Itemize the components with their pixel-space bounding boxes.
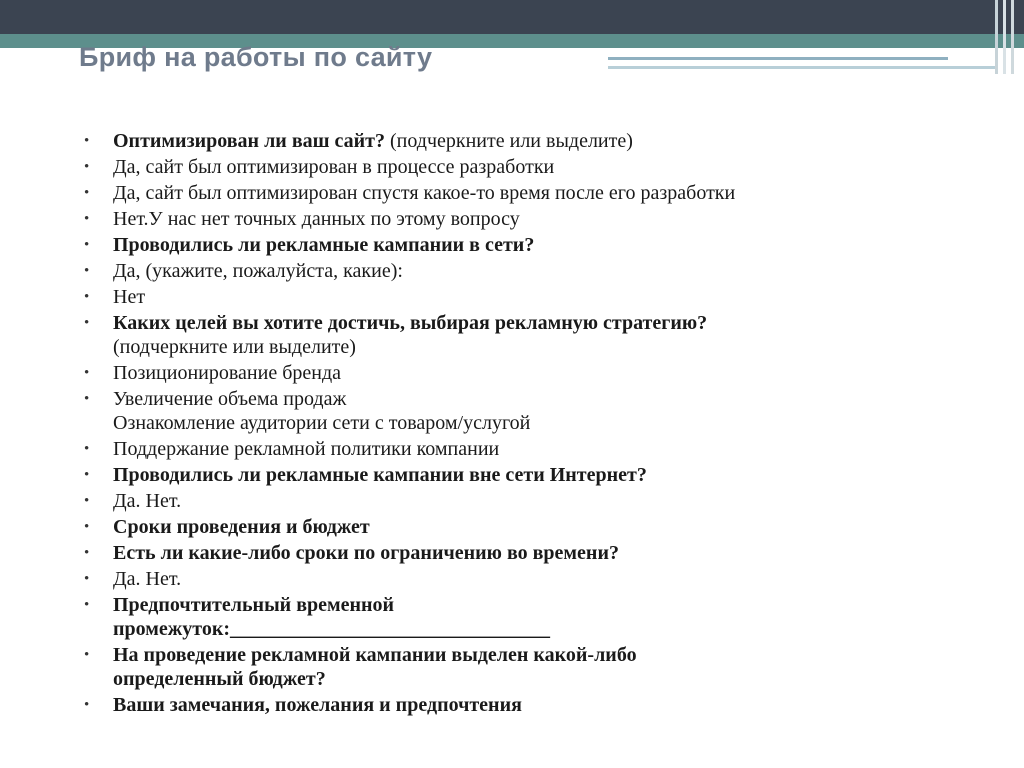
bullet-icon: • <box>84 493 90 509</box>
header-accent-line <box>608 57 948 60</box>
list-item <box>84 593 984 641</box>
list-item-continuation: определенный бюджет? <box>113 668 326 690</box>
bullet-icon: • <box>84 391 90 407</box>
list-item-text: Есть ли какие-либо сроки по ограничению во времени? <box>113 542 619 564</box>
slide-title: Бриф на работы по сайту <box>79 42 433 72</box>
header-dark-band <box>0 0 1024 34</box>
list-item <box>84 181 984 205</box>
bullet-icon: • <box>84 315 90 331</box>
bullet-icon: • <box>84 571 90 587</box>
list-item <box>84 567 984 591</box>
decorative-edge <box>1003 0 1006 74</box>
bullet-icon: • <box>84 467 90 483</box>
list-item-text: Предпочтительный временной <box>113 594 395 616</box>
list-item-text: Сроки проведения и бюджет <box>113 516 370 538</box>
bullet-icon: • <box>84 159 90 175</box>
bullet-icon: • <box>84 237 90 253</box>
list-item <box>84 207 984 231</box>
bullet-icon: • <box>84 545 90 561</box>
list-item-text: Проводились ли рекламные кампании в сети? <box>113 234 535 256</box>
list-item <box>84 489 984 513</box>
list-item-text: Позиционирование бренда <box>113 362 342 384</box>
bullet-icon: • <box>84 133 90 149</box>
list-item-continuation: (подчеркните или выделите) <box>113 336 356 358</box>
list-item <box>84 541 984 565</box>
bullet-icon: • <box>84 289 90 305</box>
list-item-text: Да, сайт был оптимизирован спустя какое-то время после его разработки <box>113 182 736 204</box>
list-item-continuation: Ознакомление аудитории сети с товаром/услугой <box>113 412 531 434</box>
list-item <box>84 361 984 385</box>
list-item <box>84 155 984 179</box>
list-item-text: Поддержание рекламной политики компании <box>113 438 500 460</box>
list-item <box>84 285 984 309</box>
list-item <box>84 515 984 539</box>
list-item <box>84 233 984 257</box>
bullet-icon: • <box>84 697 90 713</box>
bullet-icon: • <box>84 365 90 381</box>
bullet-icon: • <box>84 647 90 663</box>
list-item-text: Проводились ли рекламные кампании вне сети Интернет? <box>113 464 647 486</box>
bullet-icon: • <box>84 263 90 279</box>
bullet-icon: • <box>84 441 90 457</box>
list-item-continuation: промежуток:________________________________ <box>113 618 551 640</box>
list-item <box>84 387 984 435</box>
bullet-icon: • <box>84 597 90 613</box>
bullet-icon: • <box>84 211 90 227</box>
list-item-text: Да. Нет. <box>113 568 182 590</box>
list-item-text: Да, (укажите, пожалуйста, какие): <box>113 260 403 282</box>
list-item-text: Каких целей вы хотите достичь, выбирая рекламную стратегию? <box>113 312 708 334</box>
list-item <box>84 643 984 691</box>
list-item <box>84 129 984 153</box>
list-item-note: (подчеркните или выделите) <box>384 130 633 152</box>
bullet-icon: • <box>84 185 90 201</box>
list-item-text: Нет.У нас нет точных данных по этому вопросу <box>113 208 520 230</box>
list-item <box>84 437 984 461</box>
bullet-icon: • <box>84 519 90 535</box>
list-item <box>84 311 984 359</box>
list-item-text: Ваши замечания, пожелания и предпочтения <box>113 694 522 716</box>
decorative-edge <box>1011 0 1014 74</box>
list-item <box>84 259 984 283</box>
header-accent-line <box>608 66 998 69</box>
list-item-text: Нет <box>113 286 146 308</box>
list-item-text: Да, сайт был оптимизирован в процессе разработки <box>113 156 555 178</box>
list-item-text: Оптимизирован ли ваш сайт? <box>113 130 385 152</box>
decorative-edge <box>995 0 998 74</box>
list-item-text: Увеличение объема продаж <box>113 388 347 410</box>
list-item <box>84 463 984 487</box>
list-item-text: На проведение рекламной кампании выделен какой-либо <box>113 644 637 666</box>
brief-list <box>84 129 984 719</box>
list-item <box>84 693 984 717</box>
list-item-text: Да. Нет. <box>113 490 182 512</box>
